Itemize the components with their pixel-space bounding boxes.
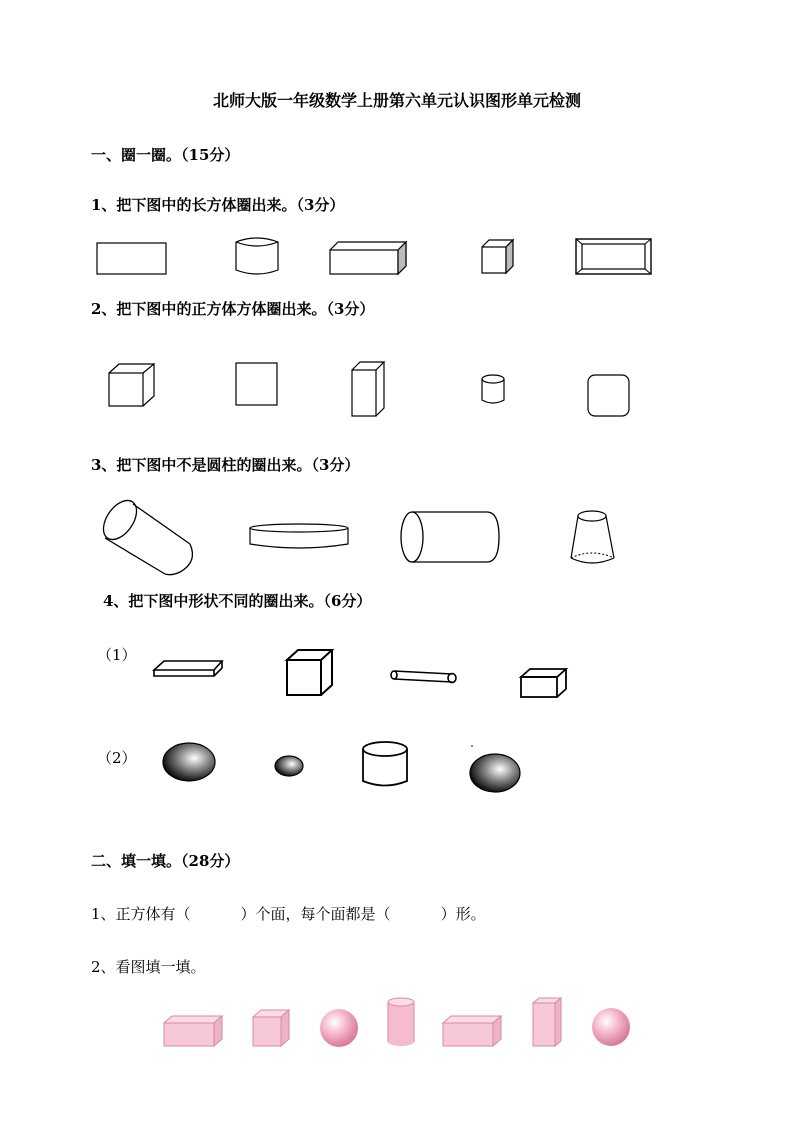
sphere-shape (466, 742, 524, 796)
flat-board-shape (152, 658, 226, 680)
cuboid-shape (328, 240, 410, 276)
question-2-1-part3: ）形。 (440, 905, 486, 923)
pink-cube-shape (251, 1008, 293, 1048)
cylinder-shape (480, 374, 506, 406)
section2-heading: 二、填一填。（28分） (91, 852, 240, 870)
question-2-1-part1: 1、正方体有（ (91, 905, 191, 923)
cube-shape (480, 238, 516, 276)
frustum-shape (568, 508, 618, 566)
pink-cylinder-shape (386, 996, 416, 1048)
pink-sphere-shape (590, 1006, 632, 1048)
question-2-2: 2、看图填一填。 (91, 958, 206, 976)
square-shape (235, 362, 279, 408)
horizontal-cylinder-shape (399, 510, 503, 564)
cube-shape (107, 362, 157, 408)
question-1-4: 4、把下图中形状不同的圈出来。（6分） (103, 592, 372, 610)
tilted-cylinder-shape (100, 496, 196, 578)
frame-shape (575, 238, 653, 276)
rectangle-shape (96, 242, 168, 276)
small-sphere-shape (272, 753, 306, 779)
pink-tall-cuboid-shape (531, 996, 563, 1048)
cylinder-shape (359, 740, 411, 790)
section1-heading: 一、圈一圈。（15分） (91, 146, 240, 164)
sphere-shape (160, 740, 218, 784)
question-2-1-part2: ）个面，每个面都是（ (240, 905, 391, 923)
rounded-square-shape (587, 374, 631, 418)
question-2-1 (91, 904, 486, 924)
cuboid-shape (518, 667, 570, 701)
cube-shape (284, 648, 336, 698)
question-1-1: 1、把下图中的长方体圈出来。（3分） (91, 196, 345, 214)
cylinder-shape (234, 236, 280, 276)
page-title: 北师大版一年级数学上册第六单元认识图形单元检测 (212, 91, 581, 110)
pink-cuboid-shape (162, 1014, 226, 1048)
pink-sphere-shape (318, 1007, 360, 1049)
question-1-4-row1-label: （1） (97, 646, 137, 664)
flat-cylinder-shape (248, 522, 352, 552)
pink-cuboid-shape (441, 1014, 505, 1048)
question-1-3: 3、把下图中不是圆柱的圈出来。（3分） (91, 456, 360, 474)
rod-shape (390, 667, 460, 685)
tall-cuboid-shape (350, 360, 388, 418)
question-1-2: 2、把下图中的正方体方体圈出来。（3分） (91, 300, 375, 318)
question-1-4-row2-label: （2） (97, 749, 137, 767)
